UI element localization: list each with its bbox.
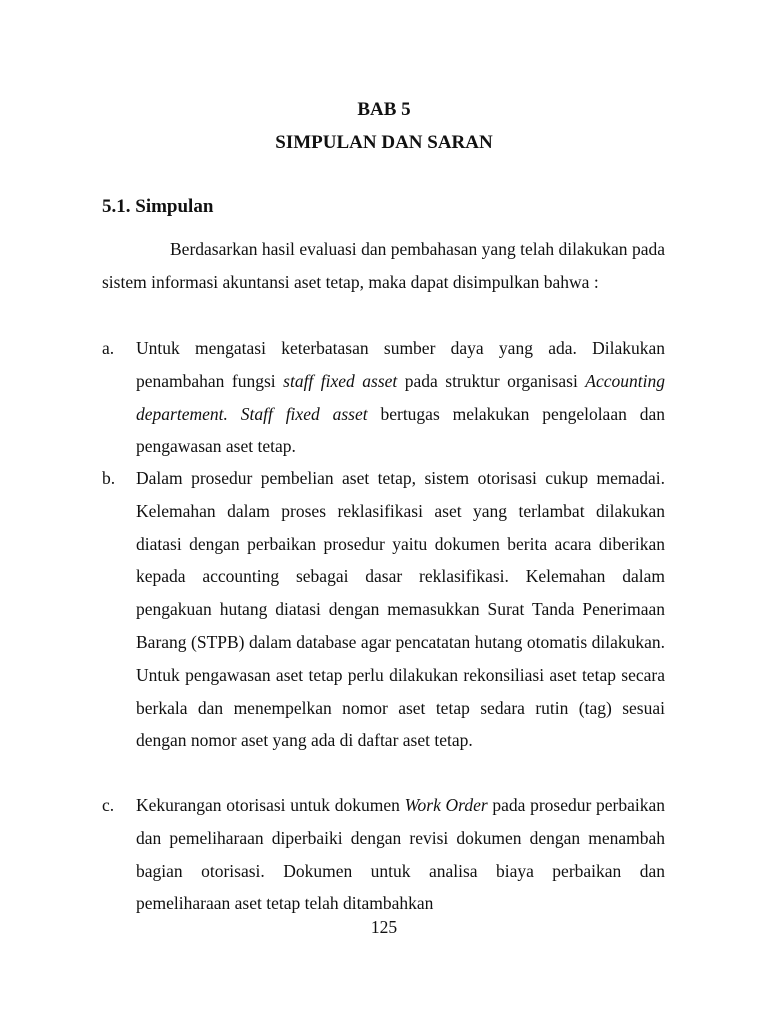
list-marker: a. <box>102 338 115 358</box>
text-run: bertugas melakukan pengelolaan dan pengawasan aset tetap. <box>136 403 665 457</box>
list-item-c <box>102 789 665 920</box>
italic-term: Accounting departement. Staff fixed asset <box>136 370 665 424</box>
intro-paragraph: Berdasarkan hasil evaluasi dan pembahasan yang telah dilakukan pada sistem informasi akuntansi aset tetap, maka dapat disimpulkan bahwa : <box>102 239 665 292</box>
italic-term: Work Order <box>404 795 488 815</box>
section-heading: 5.1. Simpulan <box>102 196 214 217</box>
list-item-b <box>102 462 665 757</box>
list-marker: c. <box>102 795 115 815</box>
list-item-text <box>136 789 665 920</box>
list-item-a <box>102 332 665 463</box>
text-run: pada prosedur perbaikan dan pemeliharaan diperbaiki dengan revisi dokumen dengan menambah bagian otorisasi. Dokumen untuk analisa biaya perbaikan dan pemeliharaan aset tetap telah ditambahkan <box>136 795 666 914</box>
text-run: pada struktur organisasi <box>397 370 586 391</box>
italic-term: staff fixed asset <box>283 370 398 391</box>
chapter-title: SIMPULAN DAN SARAN <box>275 132 493 153</box>
chapter-number: BAB 5 <box>357 99 411 120</box>
text-run: Kekurangan otorisasi untuk dokumen <box>136 795 405 815</box>
text-run: Untuk mengatasi keterbatasan sumber daya yang ada. Dilakukan penambahan fungsi <box>136 338 665 391</box>
list-item-text: Dalam prosedur pembelian aset tetap, sistem otorisasi cukup memadai. Kelemahan dalam proses reklasifikasi aset yang terlambat dilakukan diatasi dengan perbaikan prosedur yaitu dokumen berita acara diberikan kepada accounting sebagai dasar reklasifikasi. Kelemahan dalam pengakuan hutang diatasi dengan memasukkan Surat Tanda Penerimaan Barang (STPB) dalam database agar pencatatan hutang otomatis dilakukan. Untuk pengawasan aset tetap perlu dilakukan rekonsiliasi aset tetap secara berkala dan menempelkan nomor aset tetap sedara rutin (tag) sesuai dengan nomor aset yang ada di daftar aset tetap. <box>136 468 665 751</box>
list-item-text <box>136 332 665 463</box>
list-marker: b. <box>102 468 116 488</box>
page-number: 125 <box>370 917 398 937</box>
